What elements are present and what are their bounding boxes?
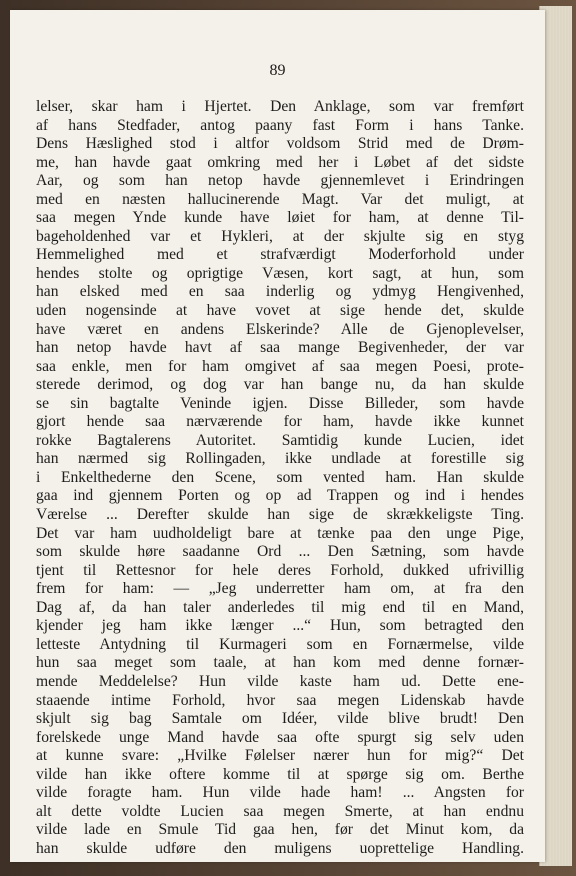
text-line: af hans Stedfader, antog paany fast Form i hans Tanke.: [36, 116, 524, 134]
text-line: have været en andens Elskerinde? Alle de Gjenoplevelser,: [36, 320, 524, 338]
text-line: gjort hende saa nærværende for ham, havde ikke kunnet: [36, 413, 524, 431]
text-line: sterede derimod, og dog var han bange nu, da han skulde: [36, 376, 524, 394]
text-line: Dens Hæslighed stod i altfor voldsom Strid med de Drøm-: [36, 135, 524, 153]
text-line: kjender jeg ham ikke længer ...“ Hun, som betragted den: [36, 617, 524, 635]
text-line: vilde han ikke oftere komme til at spørge sig om. Berthe: [36, 765, 524, 783]
text-line: han nærmed sig Rollingaden, ikke undlade at forestille sig: [36, 450, 524, 468]
text-line: me, han havde gaat omkring med her i Løbet af det sidste: [36, 153, 524, 171]
text-line: mende Meddelelse? Hun vilde kaste ham ud. Dette ene-: [36, 672, 524, 690]
text-line: hendes stolte og oprigtige Væsen, kort sagt, at hun, som: [36, 264, 524, 282]
text-line: vilde lade en Smule Tid gaa hen, før det Minut kom, da: [36, 821, 524, 839]
text-line: med en næsten hallucinerende Magt. Var det muligt, at: [36, 190, 524, 208]
text-line: hun saa meget som taale, at han kom med denne fornær-: [36, 654, 524, 672]
text-line: forelskede unge Mand havde saa ofte spurgt sig selv uden: [36, 728, 524, 746]
text-line: Det var ham uudholdeligt bare at tænke paa den unge Pige,: [36, 524, 524, 542]
text-line: rokke Bagtalerens Autoritet. Samtidig kunde Lucien, idet: [36, 431, 524, 449]
text-line: frem for ham: — „Jeg underretter ham om, at fra den: [36, 580, 524, 598]
text-line: vilde foragte ham. Hun vilde hade ham! ... Angsten for: [36, 784, 524, 802]
text-line: bageholdenhed var et Hykleri, at der skjulte sig en styg: [36, 227, 524, 245]
text-line: Værelse ... Derefter skulde han sige de skrækkeligste Ting.: [36, 506, 524, 524]
text-line: at kunne svare: „Hvilke Følelser nærer hun for mig?“ Det: [36, 747, 524, 765]
text-line: tjent til Rettesnor for hele deres Forhold, dukked ufrivillig: [36, 561, 524, 579]
text-line: saa megen Ynde kunde have løiet for ham, at denne Til-: [36, 209, 524, 227]
text-line: som skulde høre saadanne Ord ... Den Sætning, som havde: [36, 543, 524, 561]
text-line: letteste Antydning til Kurmageri som en Fornærmelse, vilde: [36, 635, 524, 653]
text-line: alt dette voldte Lucien saa megen Smerte, at han endnu: [36, 802, 524, 820]
text-line: staaende intime Forhold, hvor saa megen Lidenskab havde: [36, 691, 524, 709]
text-line: Aar, og som han netop havde gjennemlevet i Erindringen: [36, 172, 524, 190]
text-line: Hemmelighed med et strafværdigt Moderforhold under: [36, 246, 524, 264]
text-line: se sin bagtalte Veninde igjen. Disse Billeder, som havde: [36, 394, 524, 412]
book-page: [10, 10, 545, 862]
text-line: gaa ind gjennem Porten og op ad Trappen og ind i hendes: [36, 487, 524, 505]
text-line: saa enkle, men for ham omgivet af saa megen Poesi, prote-: [36, 357, 524, 375]
text-line: han elsked med en saa inderlig og ydmyg Hengivenhed,: [36, 283, 524, 301]
text-line: uden nogensinde at have vovet at sige hende det, skulde: [36, 302, 524, 320]
body-text: [36, 98, 524, 858]
text-line: i Enkelthederne den Scene, som vented ham. Han skulde: [36, 468, 524, 486]
text-line: skjult sig bag Samtale om Idéer, vilde blive brudt! Den: [36, 710, 524, 728]
text-line: Dag af, da han taler anderledes til mig end til en Mand,: [36, 598, 524, 616]
text-line: lelser, skar ham i Hjertet. Den Anklage, som var fremført: [36, 98, 524, 115]
text-line: han skulde udføre den muligens uoprettelige Handling.: [36, 839, 524, 857]
page-number: 89: [269, 62, 286, 79]
text-line: han netop havde havt af saa mange Begivenheder, der var: [36, 339, 524, 357]
